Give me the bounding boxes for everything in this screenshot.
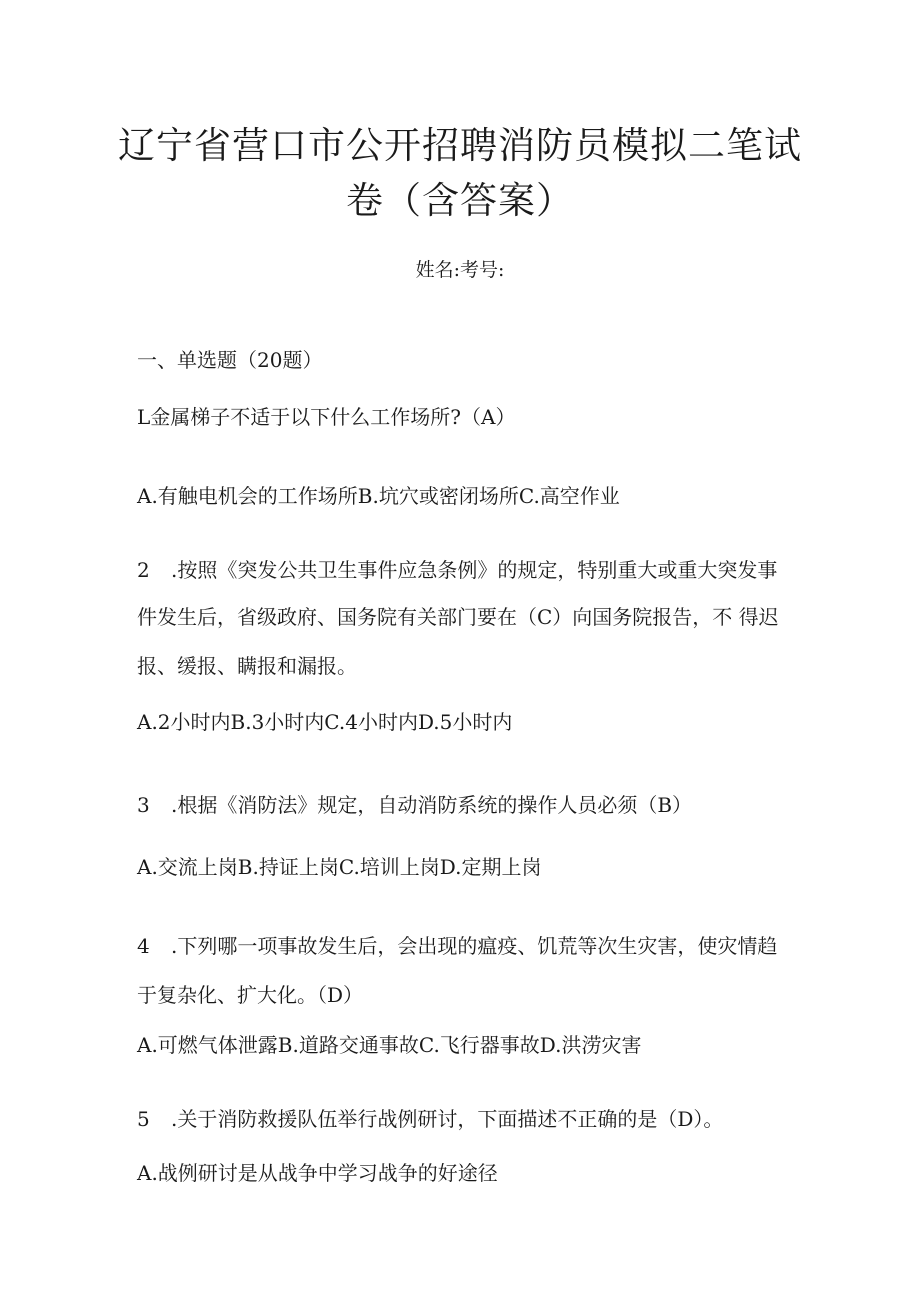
question-1-text: L金属梯子不适于以下什么工作场所?（A） [137, 405, 516, 429]
section-heading: 一、单选题（20题） [137, 348, 323, 372]
question-5-number: 5 [137, 1107, 150, 1131]
question-3-number: 3 [137, 793, 150, 817]
question-2-text: .按照《突发公共卫生事件应急条例》的规定，特别重大或重大突发事 [171, 558, 778, 582]
question-4-number: 4 [137, 934, 150, 958]
question-5-options: A.战例研讨是从战争中学习战争的好途径 [137, 1161, 498, 1185]
question-1-options: A.有触电机会的工作场所B.坑穴或密闭场所C.高空作业 [137, 484, 620, 508]
document-title-line1: 辽宁省营口市公开招聘消防员模拟二笔试 [118, 124, 802, 167]
question-2-line-3: 报、缓报、瞒报和漏报。 [137, 654, 357, 678]
question-2-number: 2 [137, 558, 150, 582]
question-2-options: A.2小时内B.3小时内C.4小时内D.5小时内 [137, 710, 513, 734]
name-exam-number-line: 姓名:考号: [415, 259, 505, 281]
question-5-line-1 [137, 1109, 723, 1129]
question-4-line-2: 于复杂化、扩大化。（D） [137, 983, 364, 1007]
question-3-options: A.交流上岗B.持证上岗C.培训上岗D.定期上岗 [137, 855, 542, 879]
question-4-text: .下列哪一项事故发生后，会出现的瘟疫、饥荒等次生灾害，使灾情趋 [171, 934, 778, 958]
question-4-options: A.可燃气体泄露B.道路交通事故C.飞行器事故D.洪涝灾害 [137, 1033, 642, 1057]
question-2-line-2: 件发生后，省级政府、国务院有关部门要在（C）向国务院报告，不 得迟 [137, 605, 779, 629]
document-title-line2: 卷（含答案） [346, 179, 574, 222]
question-3-text: .根据《消防法》规定，自动消防系统的操作人员必须（B） [171, 793, 693, 817]
question-5-text: .关于消防救援队伍举行战例研讨，下面描述不正确的是（D）。 [171, 1107, 724, 1131]
question-3-line-1 [137, 795, 692, 815]
question-2-line-1 [137, 560, 777, 580]
question-4-line-1 [137, 936, 777, 956]
